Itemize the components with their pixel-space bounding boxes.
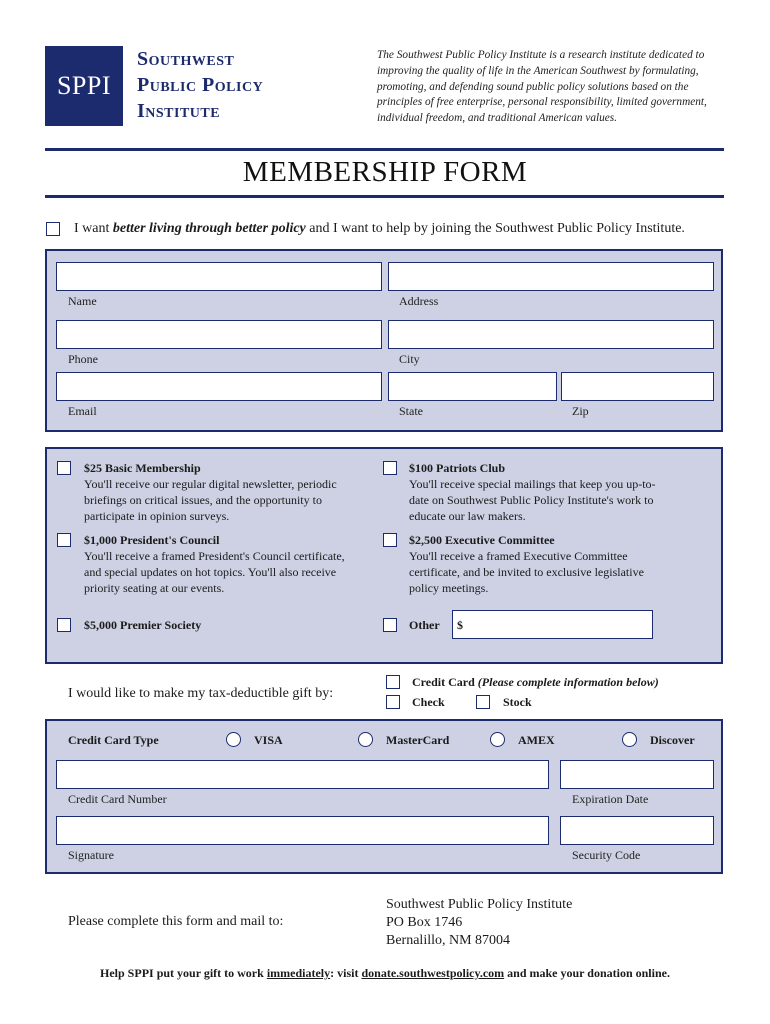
visa-label: VISA <box>254 733 283 747</box>
form-title: MEMBERSHIP FORM <box>242 156 528 188</box>
address-input[interactable] <box>388 262 714 291</box>
footer-prefix: Help SPPI put your gift to work <box>100 966 267 980</box>
credit-card-option <box>412 675 659 690</box>
join-prefix: I want <box>74 221 113 236</box>
tier-president <box>84 533 354 596</box>
city-input[interactable] <box>388 320 714 349</box>
tier-president-desc: You'll receive a framed President's Council certificate, and special updates on hot topics. You'll also receive priority seating at our events. <box>84 549 345 595</box>
footer-middle: : visit <box>330 966 362 980</box>
tier-patriots <box>409 461 674 524</box>
mail-line3: Bernalillo, NM 87004 <box>386 933 511 948</box>
footer-note <box>0 966 770 981</box>
expiration-input[interactable] <box>560 760 714 789</box>
title-rule-top <box>45 148 724 151</box>
card-type-label: Credit Card Type <box>68 733 159 747</box>
tier-executive-desc: You'll receive a framed Executive Committee certificate, and be invited to exclusive legislative policy meetings. <box>409 549 644 595</box>
amex-radio[interactable] <box>490 732 505 747</box>
tier-premier-checkbox[interactable] <box>57 618 71 632</box>
tier-patriots-desc: You'll receive special mailings that keep you up-to-date on Southwest Public Policy Institute's work to educate our law makers. <box>409 477 656 523</box>
tier-other-checkbox[interactable] <box>383 618 397 632</box>
signature-input[interactable] <box>56 816 549 845</box>
stock-checkbox[interactable] <box>476 695 490 709</box>
mail-line1: Southwest Public Policy Institute <box>386 897 573 912</box>
credit-card-label: Credit Card <box>412 675 475 689</box>
join-suffix: and I want to help by joining the Southwest Public Policy Institute. <box>305 221 685 236</box>
credit-card-note: (Please complete information below) <box>477 675 659 689</box>
tier-basic-title: $25 Basic Membership <box>84 461 201 475</box>
zip-input[interactable] <box>561 372 714 401</box>
phone-label: Phone <box>68 352 98 366</box>
expiration-label: Expiration Date <box>572 792 649 806</box>
state-input[interactable] <box>388 372 557 401</box>
security-code-input[interactable] <box>560 816 714 845</box>
email-label: Email <box>68 404 97 418</box>
join-checkbox[interactable] <box>46 222 60 236</box>
sppi-logo <box>45 46 123 126</box>
org-name-line1: Southwest <box>137 48 235 70</box>
check-label: Check <box>412 695 445 709</box>
name-label: Name <box>68 294 97 308</box>
tier-premier-title: $5,000 Premier Society <box>84 618 202 632</box>
card-number-input[interactable] <box>56 760 549 789</box>
address-label: Address <box>399 294 439 308</box>
mailing-address <box>386 896 572 950</box>
discover-radio[interactable] <box>622 732 637 747</box>
gift-prompt: I would like to make my tax-deductible gift by: <box>68 686 334 701</box>
tier-basic-desc: You'll receive our regular digital newsletter, periodic briefings on critical issues, and the opportunity to participate in opinion surveys. <box>84 477 337 523</box>
tier-patriots-checkbox[interactable] <box>383 461 397 475</box>
org-name-line3: Institute <box>137 100 221 122</box>
security-code-label: Security Code <box>572 848 641 862</box>
discover-label: Discover <box>650 733 695 747</box>
signature-label: Signature <box>68 848 114 862</box>
tier-basic <box>84 461 364 524</box>
title-rule-bottom <box>45 195 724 198</box>
mail-prompt: Please complete this form and mail to: <box>68 914 284 929</box>
join-emphasis: better living through better policy <box>112 221 306 236</box>
zip-label: Zip <box>572 404 589 418</box>
phone-input[interactable] <box>56 320 382 349</box>
amex-label: AMEX <box>518 733 555 747</box>
check-checkbox[interactable] <box>386 695 400 709</box>
tier-executive-checkbox[interactable] <box>383 533 397 547</box>
org-name-line2: Public Policy <box>137 74 264 96</box>
state-label: State <box>399 404 423 418</box>
city-label: City <box>399 352 420 366</box>
mail-line2: PO Box 1746 <box>386 915 463 930</box>
footer-emphasis: immediately <box>266 966 331 980</box>
tier-executive <box>409 533 669 596</box>
logo-text: SPPI <box>56 71 112 100</box>
visa-radio[interactable] <box>226 732 241 747</box>
tier-president-checkbox[interactable] <box>57 533 71 547</box>
join-statement <box>74 221 685 237</box>
footer-suffix: and make your donation online. <box>504 966 670 980</box>
currency-symbol: $ <box>457 618 463 632</box>
tier-basic-checkbox[interactable] <box>57 461 71 475</box>
donate-link[interactable]: donate.southwestpolicy.com <box>361 966 505 980</box>
card-number-label: Credit Card Number <box>68 792 167 806</box>
other-amount-input[interactable] <box>452 610 653 639</box>
email-input[interactable] <box>56 372 382 401</box>
mastercard-label: MasterCard <box>386 733 450 747</box>
mission-statement: The Southwest Public Policy Institute is a research institute dedicated to improving the quality of life in the American Southwest by formulating, promoting, and defending sound public policy solutions based on the principles of free enterprise, personal responsibility, limited government, individual freedom, and traditional American values. <box>377 49 707 125</box>
tier-other-title: Other <box>409 618 440 632</box>
tier-executive-title: $2,500 Executive Committee <box>409 533 555 547</box>
stock-label: Stock <box>503 695 532 709</box>
organization-name <box>137 46 263 124</box>
credit-card-checkbox[interactable] <box>386 675 400 689</box>
tier-president-title: $1,000 President's Council <box>84 533 220 547</box>
name-input[interactable] <box>56 262 382 291</box>
tier-patriots-title: $100 Patriots Club <box>409 461 505 475</box>
mastercard-radio[interactable] <box>358 732 373 747</box>
